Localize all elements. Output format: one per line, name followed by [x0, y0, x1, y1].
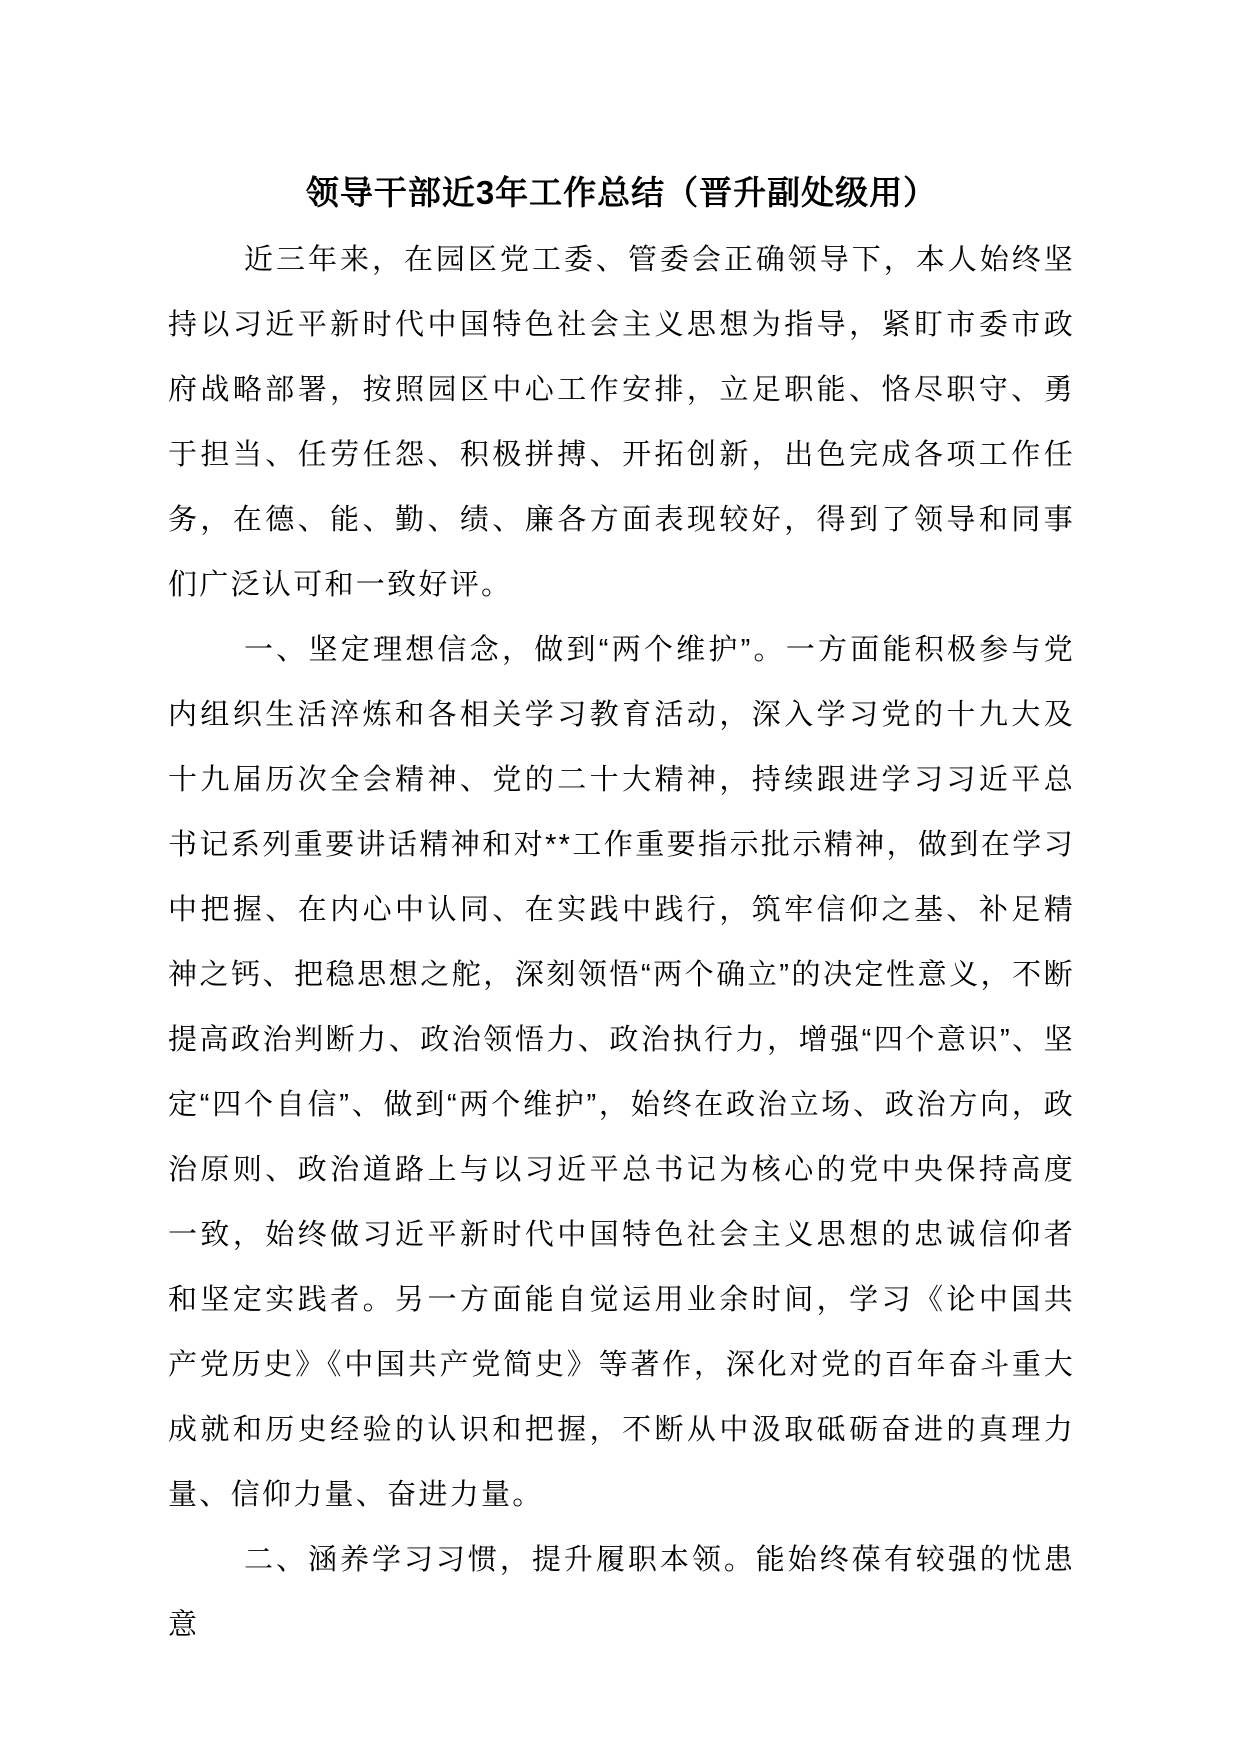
document-title: 领导干部近3年工作总结（晋升副处级用） [305, 174, 938, 211]
paragraph-intro: 近三年来，在园区党工委、管委会正确领导下，本人始终坚持以习近平新时代中国特色社会主义思想为指导，紧盯市委市政府战略部署，按照园区中心工作安排，立足职能、恪尽职守、勇于担当、任劳任怨、积极拼搏、开拓创新，出色完成各项工作任务，在德、能、勤、绩、廉各方面表现较好，得到了领导和同事们广泛认可和一致好评。 [168, 244, 1075, 601]
paragraph-section-2: 二、涵养学习习惯，提升履职本领。能始终葆有较强的忧患意 [168, 1544, 1075, 1641]
paragraph-section-1: 一、坚定理想信念，做到“两个维护”。一方面能积极参与党内组织生活淬炼和各相关学习教育活动，深入学习党的十九大及十九届历次全会精神、党的二十大精神，持续跟进学习习近平总书记系列重要讲话精神和对**工作重要指示批示精神，做到在学习中把握、在内心中认同、在实践中践行，筑牢信仰之基、补足精神之钙、把稳思想之舵，深刻领悟“两个确立”的决定性意义，不断提高政治判断力、政治领悟力、政治执行力，增强“四个意识”、坚定“四个自信”、做到“两个维护”，始终在政治立场、政治方向，政治原则、政治道路上与以习近平总书记为核心的党中央保持高度一致，始终做习近平新时代中国特色社会主义思想的忠诚信仰者和坚定实践者。另一方面能自觉运用业余时间，学习《论中国共产党历史》《中国共产党简史》等著作，深化对党的百年奋斗重大成就和历史经验的认识和把握，不断从中汲取砥砺奋进的真理力量、信仰力量、奋进力量。 [168, 634, 1075, 1511]
document-body [168, 228, 1075, 1658]
